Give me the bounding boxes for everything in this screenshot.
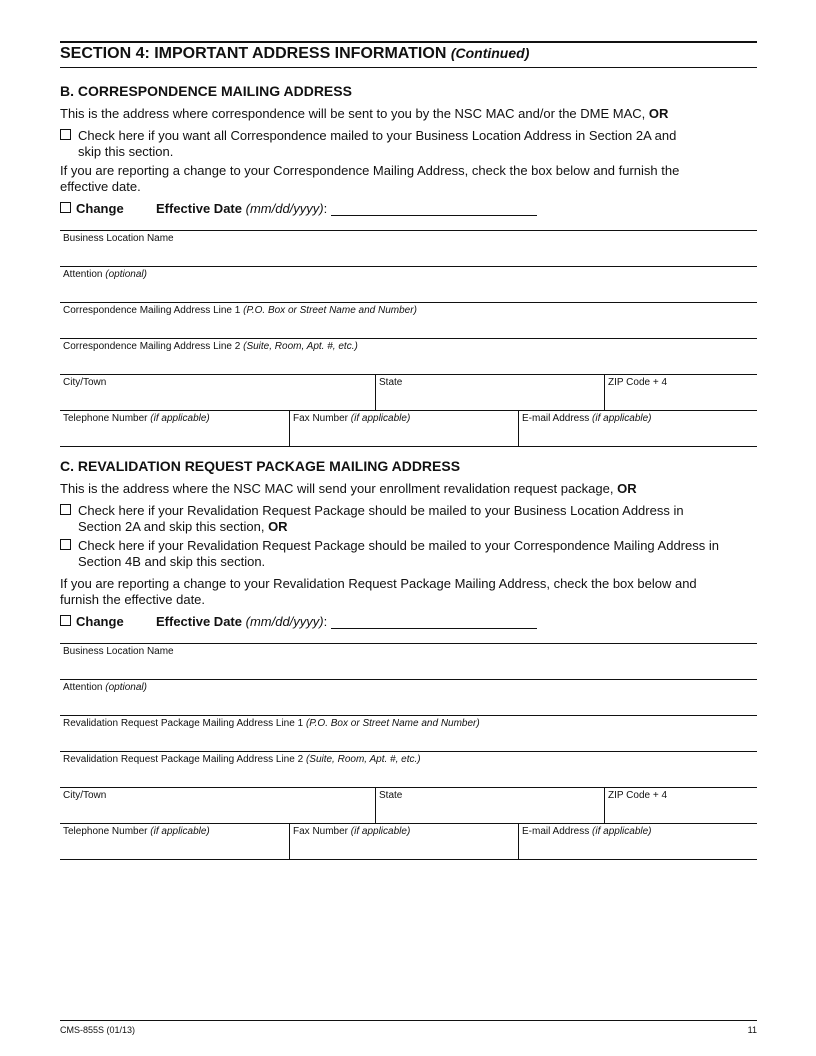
part-b-addr1-field[interactable] (60, 303, 757, 338)
page-number: 11 (747, 1025, 757, 1035)
part-b-attention-note: (optional) (105, 269, 147, 280)
part-b-business-checkbox[interactable] (60, 129, 71, 140)
form-id: CMS-855S (01/13) (60, 1025, 136, 1035)
part-b-fax-note: (if applicable) (350, 413, 411, 424)
part-b-row-attention (60, 266, 757, 302)
part-b-effective-date-input[interactable] (331, 203, 537, 216)
part-b-fax-label: Fax Number (293, 413, 349, 424)
part-b-change-line2: effective date. (60, 179, 141, 194)
part-c-addr1-label: Revalidation Request Package Mailing Address Line 1 (63, 718, 304, 729)
part-c-correspondence-checkbox-row (60, 538, 719, 569)
part-c-addr2-field[interactable] (60, 752, 757, 787)
part-b-attention-label: Attention (63, 269, 103, 280)
part-b-city-label: City/Town (63, 377, 107, 388)
title-rule (60, 67, 757, 68)
part-c-change-row (60, 614, 328, 629)
top-rule (60, 41, 757, 43)
part-b-zip-label: ZIP Code + 4 (608, 377, 668, 388)
part-c-change-line1: If you are reporting a change to your Revalidation Request Package Mailing Address, check the box below and (60, 576, 697, 591)
part-c-phone-field[interactable] (60, 824, 289, 859)
part-c-email-label: E-mail Address (522, 826, 590, 837)
part-b-check-line1: Check here if you want all Correspondence mailed to your Business Location Address in Section 2A and (78, 128, 677, 143)
part-c-intro-text: This is the address where the NSC MAC will send your enrollment revalidation request package, (60, 481, 618, 496)
part-b-addr2-label: Correspondence Mailing Address Line 2 (63, 341, 241, 352)
part-b-change-row (60, 201, 328, 216)
part-c-phone-label: Telephone Number (63, 826, 148, 837)
part-b-row-business-name (60, 230, 757, 266)
part-c-check1-or: OR (268, 519, 288, 534)
part-b-row-city-state-zip (60, 374, 757, 410)
part-c-addr1-field[interactable] (60, 716, 757, 751)
part-c-change-instructions (60, 576, 697, 608)
part-c-intro (60, 481, 637, 497)
part-b-intro (60, 106, 668, 122)
part-b-phone-note: (if applicable) (150, 413, 210, 424)
part-b-zip-field[interactable] (604, 375, 757, 410)
part-b-state-label: State (379, 377, 403, 388)
part-b-phone-label: Telephone Number (63, 413, 148, 424)
part-b-check-line2: skip this section. (78, 144, 174, 159)
part-c-intro-or: OR (617, 481, 637, 496)
part-b-business-checkbox-row (60, 128, 677, 159)
part-b-intro-or: OR (648, 106, 669, 121)
part-c-row-attention (60, 679, 757, 715)
part-b-heading: B. CORRESPONDENCE MAILING ADDRESS (60, 83, 352, 99)
part-b-intro-text: This is the address where correspondence will be sent to you by the NSC MAC and/or the DME MAC, (60, 106, 649, 121)
part-b-addr2-note: (Suite, Room, Apt. #, etc.) (243, 341, 358, 352)
part-b-effective-label: Effective Date (156, 201, 242, 216)
part-b-city-field[interactable] (60, 375, 375, 410)
part-b-attention-field[interactable] (60, 267, 757, 302)
part-c-email-note: (if applicable) (592, 826, 652, 837)
part-b-business-name-label: Business Location Name (63, 233, 174, 244)
part-c-attention-label: Attention (63, 682, 103, 693)
part-b-email-field[interactable] (518, 411, 757, 446)
part-b-effective-date: Effective Date (mm/dd/yyyy): (156, 201, 537, 216)
part-c-attention-note: (optional) (105, 682, 147, 693)
part-b-change-checkbox[interactable] (60, 202, 71, 213)
part-c-check2-line2: Section 4B and skip this section. (78, 554, 266, 569)
section-title-text: SECTION 4: IMPORTANT ADDRESS INFORMATION (60, 45, 447, 62)
part-c-fax-label: Fax Number (293, 826, 349, 837)
part-c-row-addr1 (60, 715, 757, 751)
part-b-addr1-note: (P.O. Box or Street Name and Number) (243, 305, 417, 316)
part-c-addr2-label: Revalidation Request Package Mailing Address Line 2 (63, 754, 304, 765)
part-c-change-label: Change (76, 614, 124, 629)
part-c-row-addr2 (60, 751, 757, 787)
part-c-zip-label: ZIP Code + 4 (608, 790, 668, 801)
part-b-addr2-field[interactable] (60, 339, 757, 374)
part-b-business-name-field[interactable] (60, 231, 757, 266)
part-b-email-label: E-mail Address (522, 413, 590, 424)
part-c-business-check-label (78, 503, 684, 535)
part-b-state-field[interactable] (375, 375, 604, 410)
part-c-correspondence-checkbox[interactable] (60, 539, 71, 550)
part-c-check1-line1: Check here if your Revalidation Request Package should be mailed to your Business Location Address in (78, 503, 684, 518)
part-b-email-note: (if applicable) (592, 413, 652, 424)
part-c-change-line2: furnish the effective date. (60, 592, 206, 607)
section-title (60, 45, 529, 63)
part-b-row-contact (60, 410, 757, 447)
part-c-row-city-state-zip (60, 787, 757, 823)
part-c-effective-date-input[interactable] (331, 616, 537, 629)
part-c-addr2-note: (Suite, Room, Apt. #, etc.) (305, 754, 421, 765)
part-b-change-line1: If you are reporting a change to your Correspondence Mailing Address, check the box below and furnish the (60, 163, 680, 178)
section-continued: (Continued) (450, 45, 530, 61)
part-b-addr1-label: Correspondence Mailing Address Line 1 (63, 305, 241, 316)
part-c-correspondence-check-label (78, 538, 719, 570)
part-c-fax-field[interactable] (289, 824, 518, 859)
part-c-zip-field[interactable] (604, 788, 757, 823)
part-c-fax-note: (if applicable) (350, 826, 411, 837)
part-c-city-field[interactable] (60, 788, 375, 823)
part-c-addr1-note: (P.O. Box or Street Name and Number) (305, 718, 480, 729)
part-c-state-field[interactable] (375, 788, 604, 823)
part-b-change-label: Change (76, 201, 124, 216)
part-c-phone-note: (if applicable) (150, 826, 210, 837)
part-c-email-field[interactable] (518, 824, 757, 859)
part-c-row-business-name (60, 643, 757, 679)
part-b-fax-field[interactable] (289, 411, 518, 446)
part-b-business-check-label (78, 128, 676, 160)
part-c-check1-line2: Section 2A and skip this section, (78, 519, 269, 534)
part-c-business-name-field[interactable] (60, 644, 757, 679)
part-c-business-checkbox[interactable] (60, 504, 71, 515)
part-c-heading: C. REVALIDATION REQUEST PACKAGE MAILING ADDRESS (60, 458, 461, 474)
part-c-effective-label: Effective Date (156, 614, 242, 629)
part-c-city-label: City/Town (63, 790, 107, 801)
part-c-row-contact (60, 823, 757, 860)
part-c-check2-line1: Check here if your Revalidation Request Package should be mailed to your Correspondence Mailing Address in (78, 538, 719, 553)
part-b-change-instructions (60, 163, 679, 195)
part-c-change-checkbox[interactable] (60, 615, 71, 626)
part-c-business-checkbox-row (60, 503, 684, 534)
part-b-effective-format: (mm/dd/yyyy) (245, 201, 324, 216)
part-b-row-addr2 (60, 338, 757, 374)
part-c-effective-format: (mm/dd/yyyy) (245, 614, 324, 629)
part-c-attention-field[interactable] (60, 680, 757, 715)
part-c-state-label: State (379, 790, 403, 801)
part-b-row-addr1 (60, 302, 757, 338)
part-c-effective-date: Effective Date (mm/dd/yyyy): (156, 614, 537, 629)
part-c-business-name-label: Business Location Name (63, 646, 174, 657)
footer-rule (60, 1020, 757, 1021)
part-b-phone-field[interactable] (60, 411, 289, 446)
